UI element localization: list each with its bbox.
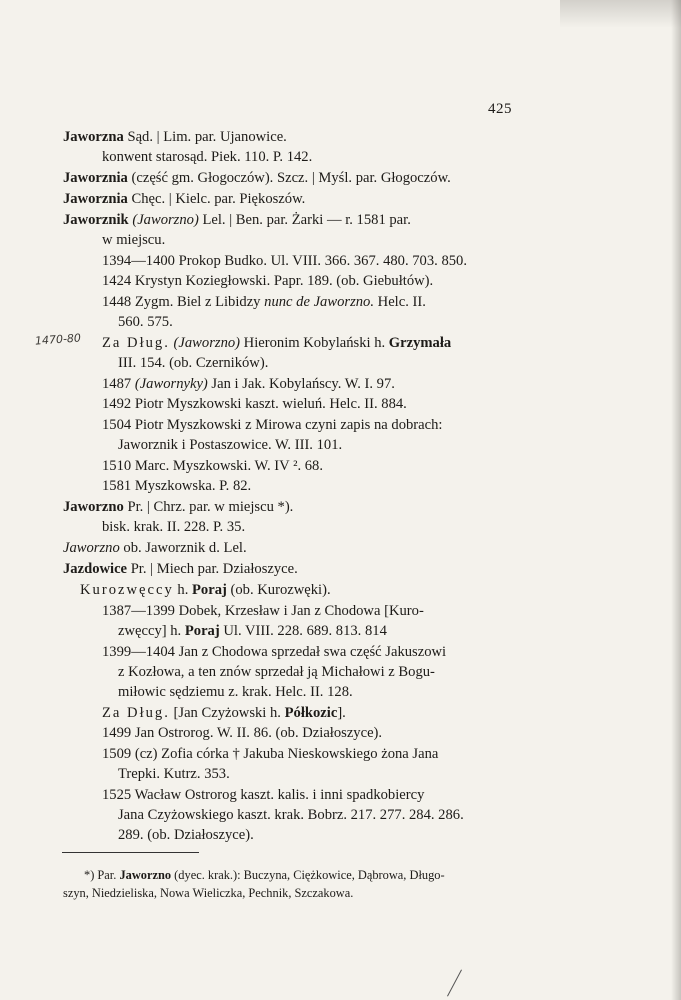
entry-jaworzna bbox=[63, 127, 287, 147]
footnote-text: (dyec. krak.): Buczyna, Ciężkowice, Dąbrowa, Długo- bbox=[171, 868, 445, 882]
entry-continuation: konwent starosąd. Piek. 110. P. 142. bbox=[102, 149, 313, 165]
footnote-bold: Jaworzno bbox=[119, 868, 172, 882]
entry-continuation: w miejscu. bbox=[102, 232, 166, 248]
entry-text: Pr. | Miech par. Działoszyce. bbox=[127, 561, 298, 577]
page-edge-shadow bbox=[671, 0, 681, 1000]
record-line bbox=[102, 703, 346, 723]
entry-jazdowice bbox=[63, 559, 298, 579]
entry-text: (część gm. Głogoczów). Szcz. | Myśl. par. Głogoczów. bbox=[127, 170, 451, 186]
record-text: [Jan Czyżowski h. bbox=[169, 705, 285, 721]
record-text: zwęccy] h. bbox=[118, 623, 185, 639]
record-text: 1487 bbox=[102, 376, 135, 392]
entry-head: Jazdowice bbox=[63, 561, 128, 577]
entry-head: Jaworzna bbox=[63, 129, 124, 145]
record-continuation bbox=[118, 621, 387, 641]
entry-head: Jaworznik bbox=[63, 212, 129, 228]
entry-text: Lel. | Ben. par. Żarki — r. 1581 par. bbox=[198, 212, 411, 228]
family-line bbox=[80, 580, 331, 600]
record-line: 1492 Piotr Myszkowski kaszt. wieluń. Helc. II. 884. bbox=[102, 396, 407, 412]
entry-head: Jaworznia bbox=[63, 170, 128, 186]
record-line: 1394—1400 Prokop Budko. Ul. VIII. 366. 367. 480. 703. 850. bbox=[102, 253, 467, 269]
record-line: 1510 Marc. Myszkowski. W. IV ². 68. bbox=[102, 458, 323, 474]
entry-jaworzno bbox=[63, 497, 293, 517]
family-name: Kurozwęccy bbox=[80, 582, 174, 598]
entry-jaworznia-1 bbox=[63, 168, 451, 188]
record-text: Hieronim Kobylański h. bbox=[240, 335, 389, 351]
entry-jaworznik bbox=[63, 210, 411, 230]
record-continuation: Jana Czyżowskiego kaszt. krak. Bobrz. 217. 277. 284. 286. bbox=[118, 807, 464, 823]
footnote-line bbox=[84, 866, 445, 884]
entry-head-italic: Jaworzno bbox=[63, 540, 120, 556]
record-line: 1581 Myszkowska. P. 82. bbox=[102, 478, 252, 494]
record-line: 1399—1404 Jan z Chodowa sprzedał swa część Jakuszowi bbox=[102, 644, 447, 660]
record-line bbox=[102, 292, 426, 312]
record-continuation: z Kozłowa, a ten znów sprzedał ją Michałowi z Bogu- bbox=[118, 664, 435, 680]
record-line: 1525 Wacław Ostrorog kaszt. kalis. i inni spadkobiercy bbox=[102, 787, 425, 803]
record-text: (ob. Kurozwęki). bbox=[226, 582, 331, 598]
page-number: 425 bbox=[488, 101, 512, 117]
record-line bbox=[102, 333, 451, 353]
record-bold: Poraj bbox=[192, 582, 227, 598]
stray-pencil-mark bbox=[447, 970, 462, 997]
record-text: 1448 Zygm. Biel z Libidzy bbox=[102, 294, 265, 310]
record-text: Helc. II. bbox=[374, 294, 426, 310]
entry-text: Sąd. | Lim. par. Ujanowice. bbox=[123, 129, 287, 145]
record-text: ]. bbox=[337, 705, 346, 721]
record-line: 1509 (cz) Zofia córka † Jakuba Nieskowskiego żona Jana bbox=[102, 746, 439, 762]
record-line: 1387—1399 Dobek, Krzesław i Jan z Chodowa [Kuro- bbox=[102, 603, 424, 619]
entry-head: Jaworznia bbox=[63, 191, 128, 207]
handwritten-margin-note: 1470-80 bbox=[34, 331, 82, 348]
record-italic: nunc de Jaworzno. bbox=[264, 294, 374, 310]
record-spaced: Za Dług. bbox=[102, 705, 170, 721]
record-continuation: Trepki. Kutrz. 353. bbox=[118, 766, 230, 782]
record-line bbox=[102, 374, 395, 394]
record-spaced: Za Dług. bbox=[102, 335, 170, 351]
entry-jaworzno-ref bbox=[63, 538, 247, 558]
footnote-text: *) Par. bbox=[84, 868, 120, 882]
record-line: 1499 Jan Ostrorog. W. II. 86. (ob. Działoszyce). bbox=[102, 725, 383, 741]
entry-alt-name: (Jaworzno) bbox=[132, 212, 199, 228]
record-continuation: miłowic sędziemu z. krak. Helc. II. 128. bbox=[118, 684, 353, 700]
record-line: 1504 Piotr Myszkowski z Mirowa czyni zapis na dobrach: bbox=[102, 417, 443, 433]
record-text: h. bbox=[173, 582, 192, 598]
record-italic: (Jaworzno) bbox=[173, 335, 241, 351]
entry-text: Chęc. | Kielc. par. Piękoszów. bbox=[127, 191, 306, 207]
record-text: Ul. VIII. 228. 689. 813. 814 bbox=[219, 623, 387, 639]
record-continuation: Jaworznik i Postaszowice. W. III. 101. bbox=[118, 437, 343, 453]
entry-text: ob. Jaworznik d. Lel. bbox=[119, 540, 247, 556]
entry-continuation: bisk. krak. II. 228. P. 35. bbox=[102, 519, 246, 535]
record-continuation: 289. (ob. Działoszyce). bbox=[118, 827, 254, 843]
record-bold: Półkozic bbox=[284, 705, 338, 721]
record-continuation: 560. 575. bbox=[118, 314, 173, 330]
entry-head: Jaworzno bbox=[63, 499, 124, 515]
entry-jaworznia-2 bbox=[63, 189, 305, 209]
footnote-rule bbox=[62, 852, 199, 853]
record-italic: (Jawornyky) bbox=[134, 376, 208, 392]
record-line: 1424 Krystyn Koziegłowski. Papr. 189. (ob. Giebułtów). bbox=[102, 273, 434, 289]
entry-text: Pr. | Chrz. par. w miejscu *). bbox=[123, 499, 294, 515]
page-corner-shadow bbox=[560, 0, 681, 28]
record-text: Jan i Jak. Kobylańscy. W. I. 97. bbox=[207, 376, 395, 392]
footnote-continuation: szyn, Niedzieliska, Nowa Wieliczka, Pechnik, Szczakowa. bbox=[63, 886, 354, 900]
record-bold: Poraj bbox=[184, 623, 220, 639]
record-bold: Grzymała bbox=[388, 335, 452, 351]
record-continuation: III. 154. (ob. Czerników). bbox=[118, 355, 269, 371]
